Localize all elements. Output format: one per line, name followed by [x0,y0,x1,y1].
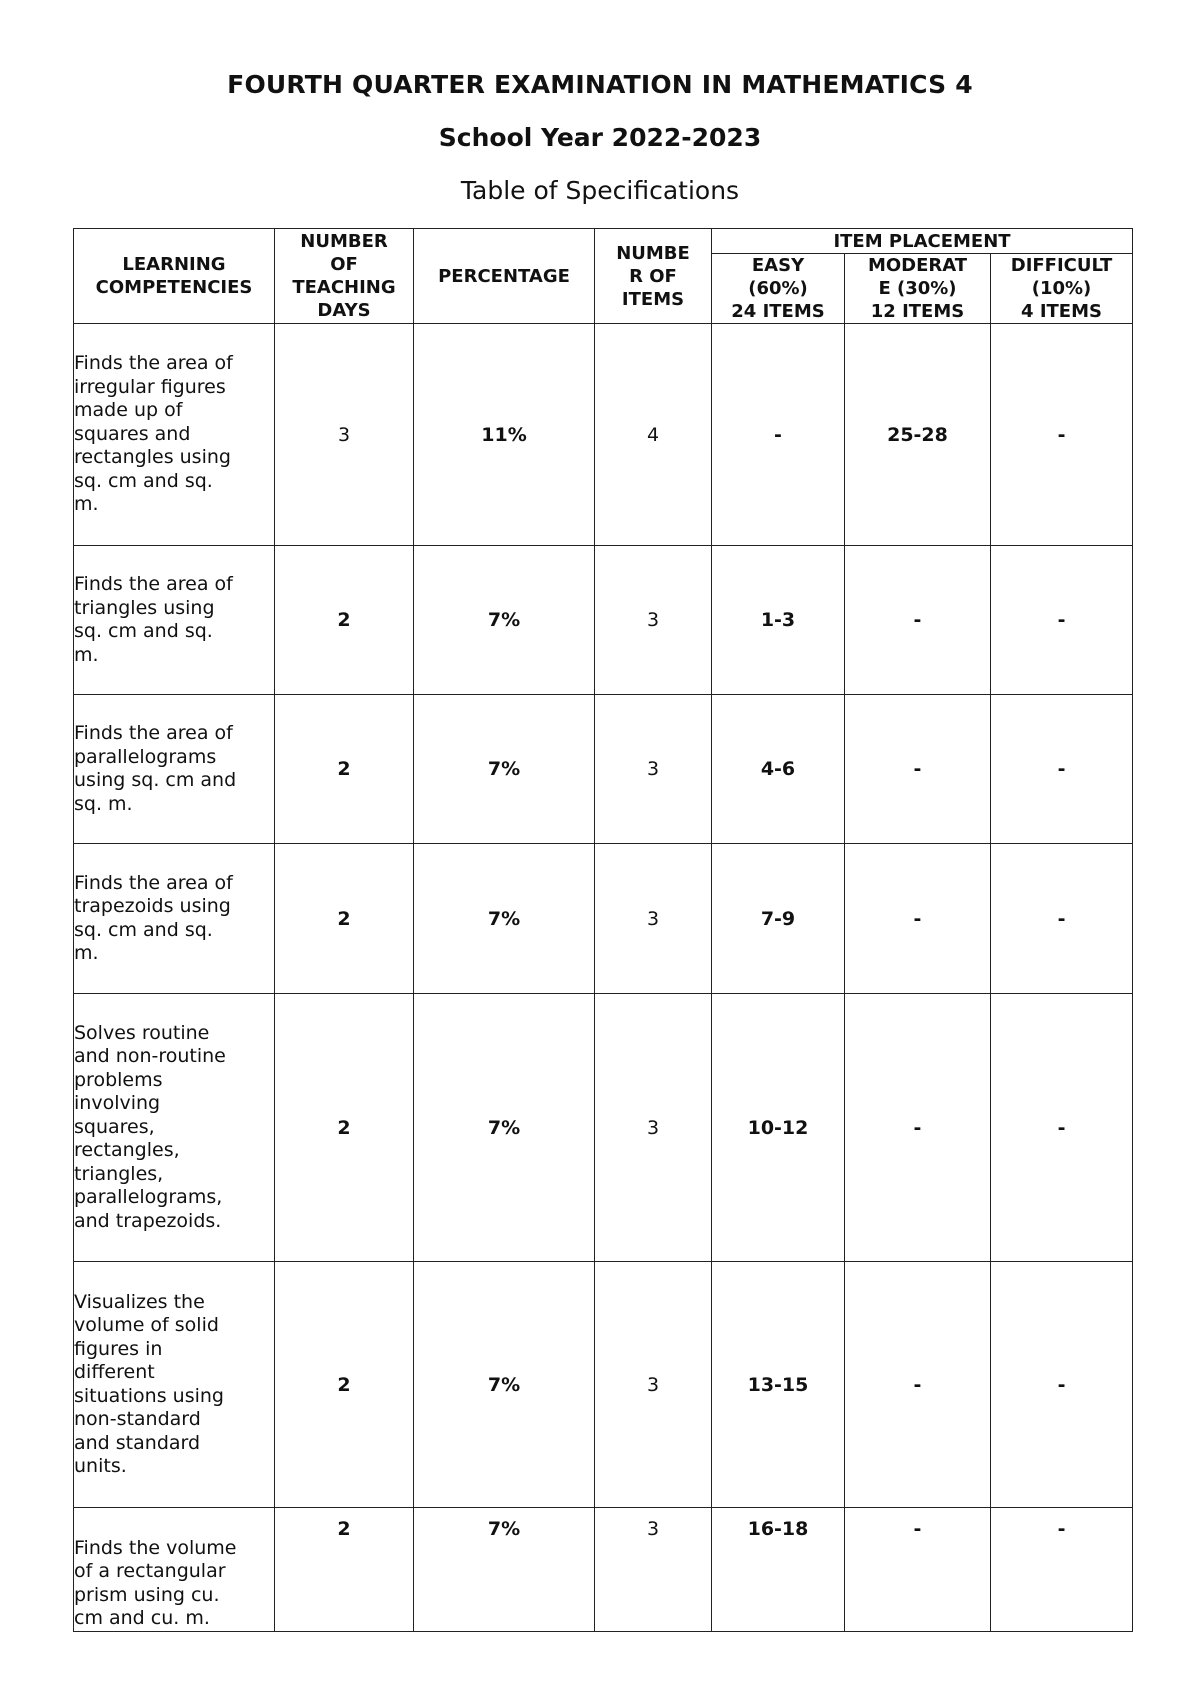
school-year-heading: School Year 2022-2023 [438,123,762,152]
exam-title: FOURTH QUARTER EXAMINATION IN MATHEMATICS 4 [227,70,973,99]
moderate-cell: - [845,994,991,1262]
percentage-cell: 7% [414,1508,595,1632]
competency-line: triangles, [74,1162,164,1185]
items-cell: 3 [595,1262,712,1508]
header-line: DIFFICULT [1010,255,1113,276]
header-percentage: PERCENTAGE [414,229,595,324]
header-number-of-items [595,229,712,324]
competency-line: sq. cm and sq. [74,620,213,642]
difficult-cell: - [991,844,1133,994]
competency-line: sq. cm and sq. [74,469,213,492]
teaching-days-cell: 2 [275,1508,414,1632]
moderate-cell: - [845,546,991,695]
items-cell: 3 [595,695,712,844]
header-line: R OF [629,265,677,287]
competency-line: and standard [74,1431,201,1454]
header-line: 12 ITEMS [870,301,965,322]
header-line: NUMBER [300,231,388,252]
moderate-cell: - [845,1508,991,1632]
competency-line: situations using [74,1384,224,1407]
items-cell: 4 [595,324,712,546]
competency-line: prism using cu. [74,1583,220,1606]
header-line: COMPETENCIES [95,277,253,298]
competency-line: m. [74,942,99,964]
competency-line: of a rectangular [74,1560,226,1582]
easy-cell: 7-9 [712,844,845,994]
competency-line: squares and [74,422,191,445]
competency-line: and non-routine [74,1045,226,1068]
header-moderate [845,254,991,324]
competency-line: Finds the area of [74,871,233,894]
header-item-placement: ITEM PLACEMENT [712,229,1133,254]
percentage-cell: 7% [414,994,595,1262]
table-row [74,1262,1133,1508]
competency-line: irregular figures [74,375,226,398]
competency-line: Finds the area of [74,573,233,595]
easy-cell: 13-15 [712,1262,845,1508]
table-of-specifications-heading: Table of Specifications [460,176,740,205]
competency-line: trapezoids using [74,895,231,917]
table-row [74,546,1133,695]
teaching-days-cell: 2 [275,1262,414,1508]
competency-line: Finds the area of [74,352,233,375]
difficult-cell: - [991,324,1133,546]
competency-line: m. [74,493,99,516]
competency-line: units. [74,1455,127,1477]
teaching-days-cell: 2 [275,546,414,695]
competency-line: rectangles using [74,446,231,469]
easy-cell: 4-6 [712,695,845,844]
header-line: (10%) [1031,278,1092,299]
easy-cell: 1-3 [712,546,845,695]
table-row [74,695,1133,844]
competency-cell [74,1508,275,1632]
header-line: EASY [751,255,805,276]
items-cell: 3 [595,994,712,1262]
items-cell: 3 [595,546,712,695]
header-line: DAYS [317,300,371,321]
competency-line: Solves routine [74,1021,210,1044]
difficult-cell: - [991,994,1133,1262]
competency-cell [74,1262,275,1508]
header-learning-competencies [74,229,275,324]
competency-line: parallelograms, [74,1186,223,1209]
competency-cell [74,695,275,844]
percentage-cell: 11% [414,324,595,546]
easy-cell: 10-12 [712,994,845,1262]
competency-line: and trapezoids. [74,1209,222,1232]
specifications-table [73,228,1133,1632]
moderate-cell: - [845,695,991,844]
competency-cell [74,546,275,695]
table-header [74,229,1133,324]
competency-line: Finds the area of [74,722,233,744]
competency-line: sq. m. [74,792,133,815]
header-line: NUMBE [616,242,690,264]
teaching-days-cell: 3 [275,324,414,546]
moderate-cell: - [845,1262,991,1508]
teaching-days-cell: 2 [275,844,414,994]
header-line: TEACHING [292,277,396,298]
competency-line: using sq. cm and [74,769,237,791]
competency-line: parallelograms [74,745,217,768]
header-line: 24 ITEMS [731,301,825,322]
percentage-cell: 7% [414,546,595,695]
competency-line: figures in [74,1337,163,1360]
competency-line: volume of solid [74,1314,219,1336]
competency-line: Finds the volume [74,1536,237,1559]
competency-line: squares, [74,1115,155,1138]
moderate-cell: 25-28 [845,324,991,546]
header-line: E (30%) [878,278,957,299]
table-row [74,844,1133,994]
items-cell: 3 [595,844,712,994]
percentage-cell: 7% [414,1262,595,1508]
header-line: LEARNING [122,254,226,275]
difficult-cell: - [991,695,1133,844]
header-easy [712,254,845,324]
header-difficult [991,254,1133,324]
table-row [74,324,1133,546]
competency-line: Visualizes the [74,1290,205,1313]
competency-line: problems [74,1068,163,1091]
header-line: MODERAT [867,255,968,276]
header-teaching-days [275,229,414,324]
competency-cell [74,844,275,994]
moderate-cell: - [845,844,991,994]
easy-cell: - [712,324,845,546]
difficult-cell: - [991,1508,1133,1632]
competency-line: different [74,1361,155,1383]
header-line: ITEMS [621,288,685,310]
competency-line: rectangles, [74,1139,180,1162]
items-cell: 3 [595,1508,712,1632]
teaching-days-cell: 2 [275,695,414,844]
table-row [74,994,1133,1262]
header-line: OF [330,254,358,275]
competency-line: cm and cu. m. [74,1607,210,1629]
header-line: (60%) [748,278,808,299]
easy-cell: 16-18 [712,1508,845,1632]
competency-line: non-standard [74,1408,201,1430]
difficult-cell: - [991,1262,1133,1508]
difficult-cell: - [991,546,1133,695]
teaching-days-cell: 2 [275,994,414,1262]
competency-line: triangles using [74,596,215,619]
table-row [74,1508,1133,1632]
competency-line: m. [74,643,99,666]
percentage-cell: 7% [414,695,595,844]
header-line: 4 ITEMS [1021,301,1102,322]
competency-cell [74,994,275,1262]
competency-line: involving [74,1092,161,1115]
percentage-cell: 7% [414,844,595,994]
competency-line: sq. cm and sq. [74,918,213,941]
competency-cell [74,324,275,546]
competency-line: made up of [74,399,183,422]
